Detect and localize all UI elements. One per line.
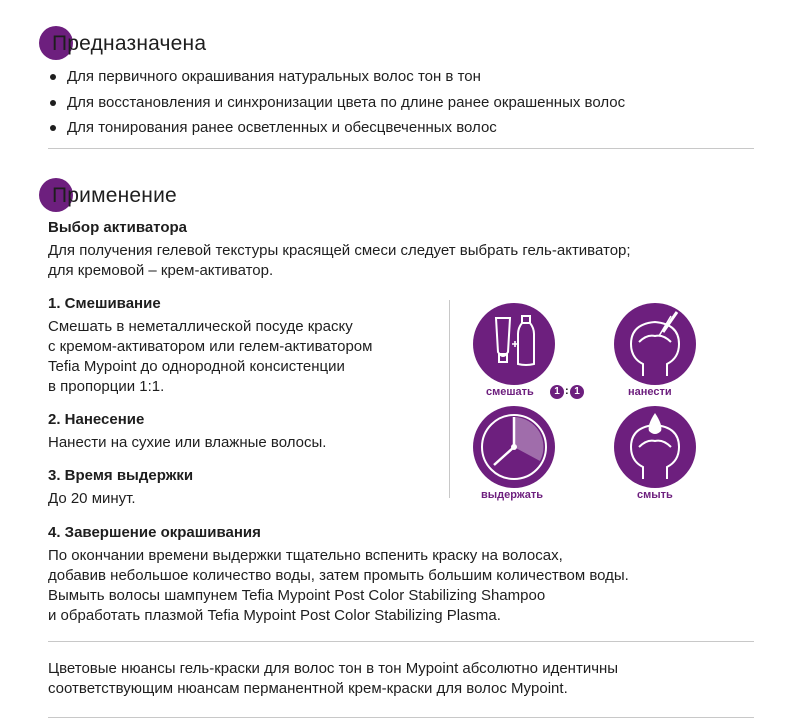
purpose-list bbox=[48, 64, 625, 141]
list-item: Для тонирования ранее осветленных и обесцвеченных волос bbox=[48, 115, 625, 141]
step-text-finish: По окончании времени выдержки тщательно вспенить краску на волосах, bbox=[48, 547, 563, 564]
step-text-mix: Смешать в неметаллической посуде краску bbox=[48, 318, 353, 335]
rinse-drop-icon bbox=[613, 405, 697, 489]
apply-brush-icon bbox=[613, 302, 697, 386]
section-title-usage: Применение bbox=[52, 184, 177, 207]
step-heading-apply: 2. Нанесение bbox=[48, 411, 145, 428]
step-text-finish: и обработать плазмой Tefia Mypoint Post Color Stabilizing Plasma. bbox=[48, 607, 501, 624]
mix-label: смешать bbox=[486, 386, 534, 398]
list-item: Для первичного окрашивания натуральных волос тон в тон bbox=[48, 64, 625, 90]
section-title-purpose: Предназначена bbox=[52, 32, 207, 55]
rinse-label: смыть bbox=[637, 489, 673, 501]
step-text-apply: Нанести на сухие или влажные волосы. bbox=[48, 434, 327, 451]
ratio-right-badge: 1 bbox=[570, 385, 584, 399]
mix-icon bbox=[472, 302, 556, 386]
apply-label: нанести bbox=[628, 386, 672, 398]
step-heading-mix: 1. Смешивание bbox=[48, 295, 161, 312]
divider bbox=[48, 641, 754, 642]
wait-label: выдержать bbox=[481, 489, 544, 501]
timer-icon bbox=[472, 405, 556, 489]
step-text-time: До 20 минут. bbox=[48, 490, 136, 507]
divider bbox=[48, 148, 754, 149]
step-text-mix: с кремом-активатором или гелем-активатором bbox=[48, 338, 373, 355]
step-text-finish: Вымыть волосы шампунем Tefia Mypoint Post Color Stabilizing Shampoo bbox=[48, 587, 546, 604]
divider bbox=[48, 717, 754, 718]
step-heading-time: 3. Время выдержки bbox=[48, 467, 194, 484]
step-text-mix: Tefia Mypoint до однородной консистенции bbox=[48, 358, 345, 375]
list-item: Для восстановления и синхронизации цвета по длине ранее окрашенных волос bbox=[48, 90, 625, 116]
ratio-separator: : bbox=[565, 385, 569, 397]
note-text: соответствующим нюансам перманентной крем-краски для волос Mypoint. bbox=[48, 680, 568, 697]
note-text: Цветовые нюансы гель-краски для волос тон в тон Mypoint абсолютно идентичны bbox=[48, 660, 619, 677]
icons-divider bbox=[449, 300, 450, 498]
activator-text: для кремовой – крем-активатор. bbox=[48, 262, 274, 279]
step-text-mix: в пропорции 1:1. bbox=[48, 378, 165, 395]
activator-heading: Выбор активатора bbox=[48, 219, 187, 236]
activator-text: Для получения гелевой текстуры красящей смеси следует выбрать гель-активатор; bbox=[48, 242, 631, 259]
step-text-finish: добавив небольшое количество воды, затем промыть большим количеством воды. bbox=[48, 567, 629, 584]
step-heading-finish: 4. Завершение окрашивания bbox=[48, 524, 261, 541]
ratio-left-badge: 1 bbox=[550, 385, 564, 399]
